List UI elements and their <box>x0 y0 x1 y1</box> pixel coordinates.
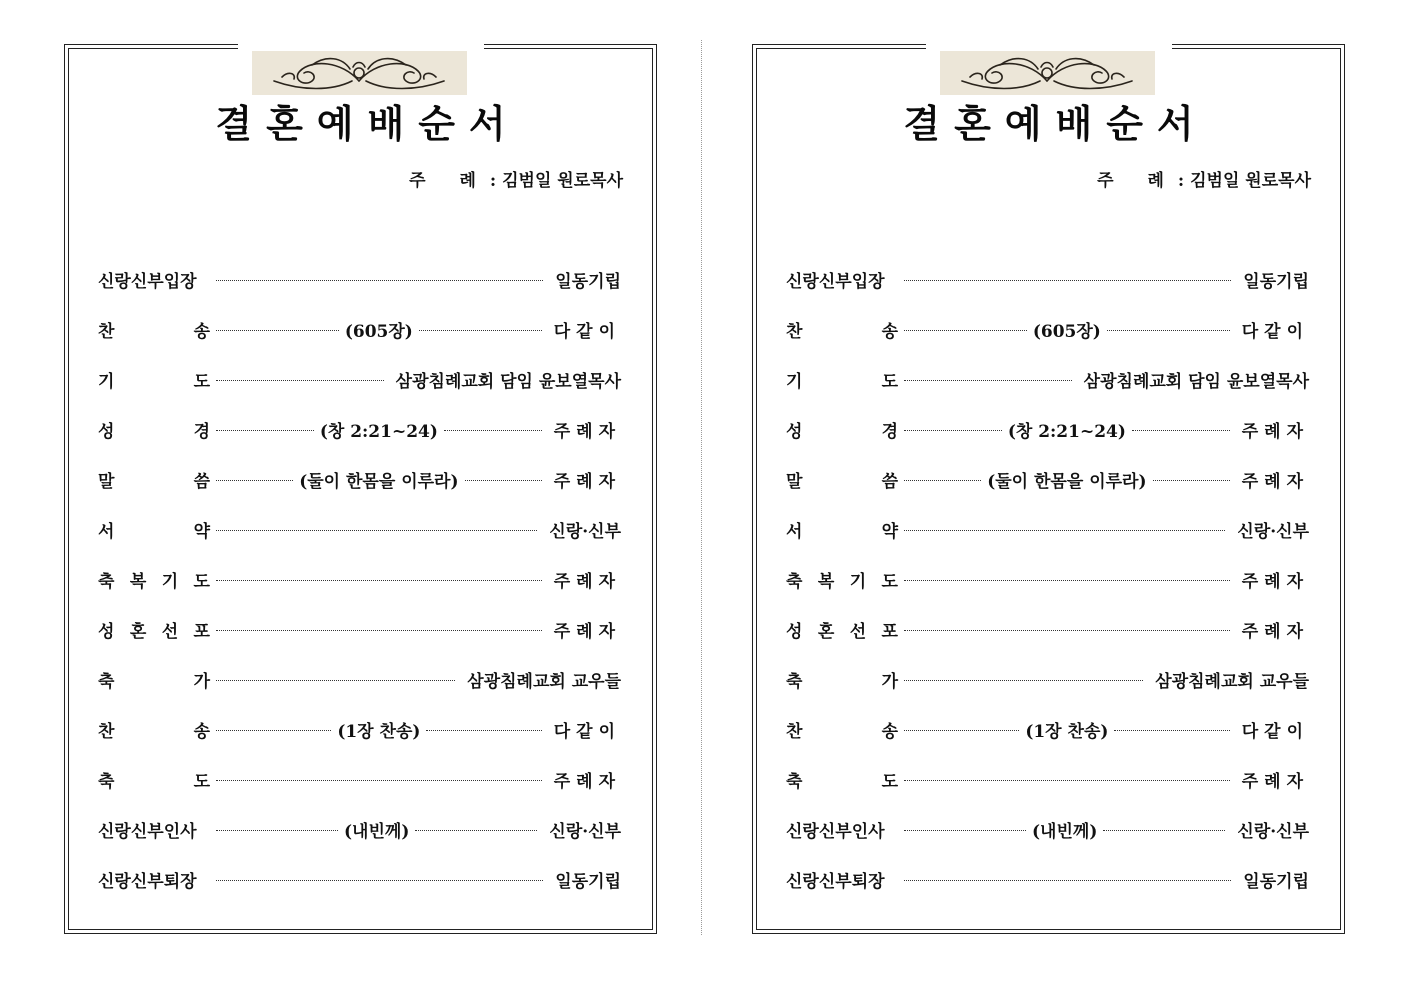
order-item-role: 주례자 <box>553 421 621 442</box>
label-char: 선 <box>161 621 179 642</box>
order-item <box>98 254 621 304</box>
label-char: 성 <box>786 421 803 442</box>
order-item <box>786 854 1309 904</box>
dot-leader <box>216 480 293 481</box>
order-item-note: (1장 찬송) <box>1025 721 1109 742</box>
order-item <box>98 404 621 454</box>
label-char: 찬 <box>98 721 115 742</box>
order-item <box>786 404 1309 454</box>
label-char: 복 <box>129 571 147 592</box>
label-char: 축 <box>786 671 803 692</box>
order-item-label <box>98 467 210 492</box>
label-char: 포 <box>193 621 210 642</box>
dot-leader <box>904 430 1002 431</box>
label-char: 축 <box>98 571 115 592</box>
order-item <box>98 704 621 754</box>
label-char: 기 <box>786 371 803 392</box>
order-item-label <box>786 417 898 442</box>
order-item-role: 다같이 <box>553 321 621 342</box>
order-item <box>786 754 1309 804</box>
label-char: 복 <box>817 571 835 592</box>
dot-leader <box>216 330 339 331</box>
label-text: 신랑신부인사 <box>786 821 885 842</box>
order-item <box>786 654 1309 704</box>
dot-leader <box>1132 430 1230 431</box>
order-item <box>786 804 1309 854</box>
order-item-note: (1장 찬송) <box>337 721 421 742</box>
officiant-line <box>1097 168 1311 194</box>
dot-leader <box>904 480 981 481</box>
label-char: 도 <box>881 371 898 392</box>
order-item-role: 다같이 <box>1241 721 1310 742</box>
officiant-label: 주 례 <box>1097 171 1178 191</box>
order-item <box>786 454 1309 504</box>
order-item-label <box>786 617 898 642</box>
order-item-role: 삼광침례교회 교우들 <box>467 671 621 692</box>
order-item <box>786 704 1309 754</box>
order-item-label <box>98 567 210 592</box>
dot-leader <box>216 430 314 431</box>
order-item-note: (창 2:21~24) <box>1007 421 1126 442</box>
dot-leader <box>216 630 542 631</box>
order-item-role: 일동기립 <box>1243 271 1309 292</box>
order-item-role: 삼광침례교회 담임 윤보열목사 <box>395 371 621 392</box>
label-char: 찬 <box>786 721 803 742</box>
order-item-role: 삼광침례교회 교우들 <box>1155 671 1309 692</box>
dot-leader <box>216 880 543 881</box>
label-char: 씀 <box>193 471 210 492</box>
label-char: 서 <box>98 521 115 542</box>
label-char: 선 <box>849 621 867 642</box>
dot-leader <box>904 630 1230 631</box>
dot-leader <box>444 430 542 431</box>
label-char: 축 <box>786 771 803 792</box>
label-char: 성 <box>98 421 115 442</box>
order-item-label <box>786 817 898 842</box>
order-item-role: 신랑·신부 <box>1237 821 1309 842</box>
order-item <box>98 554 621 604</box>
flourish-ornament-icon <box>940 51 1155 95</box>
label-char: 가 <box>881 671 898 692</box>
dot-leader <box>216 530 537 531</box>
order-item-note: (둘이 한몸을 이루라) <box>987 471 1147 492</box>
label-char: 도 <box>881 571 898 592</box>
dot-leader <box>1153 480 1230 481</box>
order-item-label <box>786 367 898 392</box>
dot-leader <box>465 480 542 481</box>
label-char: 성 <box>98 621 115 642</box>
officiant-label: 주 례 <box>409 171 490 191</box>
order-item-label <box>98 417 210 442</box>
label-char: 송 <box>193 321 210 342</box>
order-item-role: 주례자 <box>553 571 621 592</box>
order-item-role: 삼광침례교회 담임 윤보열목사 <box>1083 371 1309 392</box>
order-list <box>98 254 621 904</box>
order-item-note: (605장) <box>1032 321 1101 342</box>
dot-leader <box>904 530 1225 531</box>
order-item-label <box>786 467 898 492</box>
label-char: 혼 <box>129 621 147 642</box>
order-item-role: 주례자 <box>1241 771 1309 792</box>
label-char: 축 <box>786 571 803 592</box>
label-char: 씀 <box>881 471 898 492</box>
dot-leader <box>904 830 1026 831</box>
order-item-label <box>786 867 898 892</box>
dot-leader <box>1107 330 1230 331</box>
order-item <box>786 354 1309 404</box>
dot-leader <box>1103 830 1225 831</box>
order-item-label <box>98 517 210 542</box>
label-char: 도 <box>193 571 210 592</box>
order-item <box>786 504 1309 554</box>
order-item <box>786 254 1309 304</box>
order-item-label <box>98 667 210 692</box>
dot-leader <box>415 830 537 831</box>
label-char: 포 <box>881 621 898 642</box>
dot-leader <box>904 730 1019 731</box>
order-item-note: (605장) <box>344 321 413 342</box>
label-char: 기 <box>161 571 179 592</box>
dot-leader <box>904 680 1143 681</box>
dot-leader <box>419 330 542 331</box>
label-char: 찬 <box>786 321 803 342</box>
order-item-note: (내빈께) <box>1032 821 1098 842</box>
order-item-role: 주례자 <box>1241 621 1309 642</box>
order-item-label <box>98 767 210 792</box>
order-item-label <box>98 817 210 842</box>
label-char: 서 <box>786 521 803 542</box>
officiant-name: : 김범일 원로목사 <box>1177 171 1311 191</box>
order-item-role: 신랑·신부 <box>1237 521 1309 542</box>
dot-leader <box>904 780 1230 781</box>
officiant-line <box>409 168 623 194</box>
order-item-role: 주례자 <box>1241 421 1309 442</box>
label-char: 송 <box>193 721 210 742</box>
order-item-role: 신랑·신부 <box>549 521 621 542</box>
dot-leader <box>904 580 1230 581</box>
label-char: 약 <box>881 521 898 542</box>
order-item-note: (내빈께) <box>344 821 410 842</box>
program-title: 결혼예배순서 <box>215 101 520 146</box>
order-item-label <box>786 717 898 742</box>
dot-leader <box>1114 730 1229 731</box>
label-char: 찬 <box>98 321 115 342</box>
label-char: 경 <box>881 421 898 442</box>
order-item <box>98 754 621 804</box>
order-item-label <box>98 267 210 292</box>
order-item <box>98 354 621 404</box>
order-item-role: 일동기립 <box>1243 871 1309 892</box>
label-char: 송 <box>881 321 898 342</box>
dot-leader <box>216 730 331 731</box>
fold-line <box>701 40 702 935</box>
order-item-label <box>98 317 210 342</box>
label-char: 축 <box>98 671 115 692</box>
label-char: 도 <box>193 771 210 792</box>
dot-leader <box>904 380 1072 381</box>
order-item-label <box>786 567 898 592</box>
dot-leader <box>216 780 542 781</box>
order-item-role: 주례자 <box>553 471 621 492</box>
order-item <box>98 654 621 704</box>
order-item <box>98 604 621 654</box>
label-text: 신랑신부인사 <box>98 821 197 842</box>
label-char: 기 <box>849 571 867 592</box>
order-item-label <box>98 717 210 742</box>
program-card-left <box>64 44 657 934</box>
order-item-label <box>786 267 898 292</box>
order-item-role: 주례자 <box>1241 571 1309 592</box>
order-item-role: 주례자 <box>1241 471 1309 492</box>
program-card-right <box>752 44 1345 934</box>
label-text: 신랑신부입장 <box>98 271 197 292</box>
label-char: 기 <box>98 371 115 392</box>
label-text: 신랑신부퇴장 <box>786 871 885 892</box>
order-item-label <box>98 367 210 392</box>
dot-leader <box>904 880 1231 881</box>
order-item <box>98 504 621 554</box>
order-item <box>98 804 621 854</box>
order-item <box>786 604 1309 654</box>
order-item-role: 주례자 <box>553 771 621 792</box>
order-item-label <box>98 617 210 642</box>
label-char: 도 <box>881 771 898 792</box>
order-item-label <box>98 867 210 892</box>
order-item-note: (창 2:21~24) <box>319 421 438 442</box>
officiant-name: : 김범일 원로목사 <box>489 171 623 191</box>
order-item-role: 다같이 <box>553 721 622 742</box>
order-item <box>98 454 621 504</box>
order-item-label <box>786 517 898 542</box>
order-item <box>786 304 1309 354</box>
order-item-note: (둘이 한몸을 이루라) <box>299 471 459 492</box>
order-item-role: 일동기립 <box>555 871 621 892</box>
label-text: 신랑신부퇴장 <box>98 871 197 892</box>
dot-leader <box>904 280 1231 281</box>
order-item-label <box>786 667 898 692</box>
dot-leader <box>216 830 338 831</box>
label-char: 혼 <box>817 621 835 642</box>
dot-leader <box>216 380 384 381</box>
label-char: 말 <box>98 471 115 492</box>
dot-leader <box>216 680 455 681</box>
label-char: 가 <box>193 671 210 692</box>
order-item-label <box>786 317 898 342</box>
flourish-ornament-icon <box>252 51 467 95</box>
label-char: 말 <box>786 471 803 492</box>
label-char: 약 <box>193 521 210 542</box>
order-item-label <box>786 767 898 792</box>
order-item-role: 다같이 <box>1241 321 1309 342</box>
label-char: 성 <box>786 621 803 642</box>
dot-leader <box>904 330 1027 331</box>
order-list <box>786 254 1309 904</box>
label-char: 송 <box>881 721 898 742</box>
program-title: 결혼예배순서 <box>903 101 1208 146</box>
dot-leader <box>426 730 541 731</box>
order-item-role: 신랑·신부 <box>549 821 621 842</box>
dot-leader <box>216 580 542 581</box>
label-char: 도 <box>193 371 210 392</box>
dot-leader <box>216 280 543 281</box>
order-item-role: 일동기립 <box>555 271 621 292</box>
label-char: 축 <box>98 771 115 792</box>
label-char: 경 <box>193 421 210 442</box>
order-item <box>98 854 621 904</box>
order-item <box>786 554 1309 604</box>
order-item-role: 주례자 <box>553 621 621 642</box>
order-item <box>98 304 621 354</box>
label-text: 신랑신부입장 <box>786 271 885 292</box>
